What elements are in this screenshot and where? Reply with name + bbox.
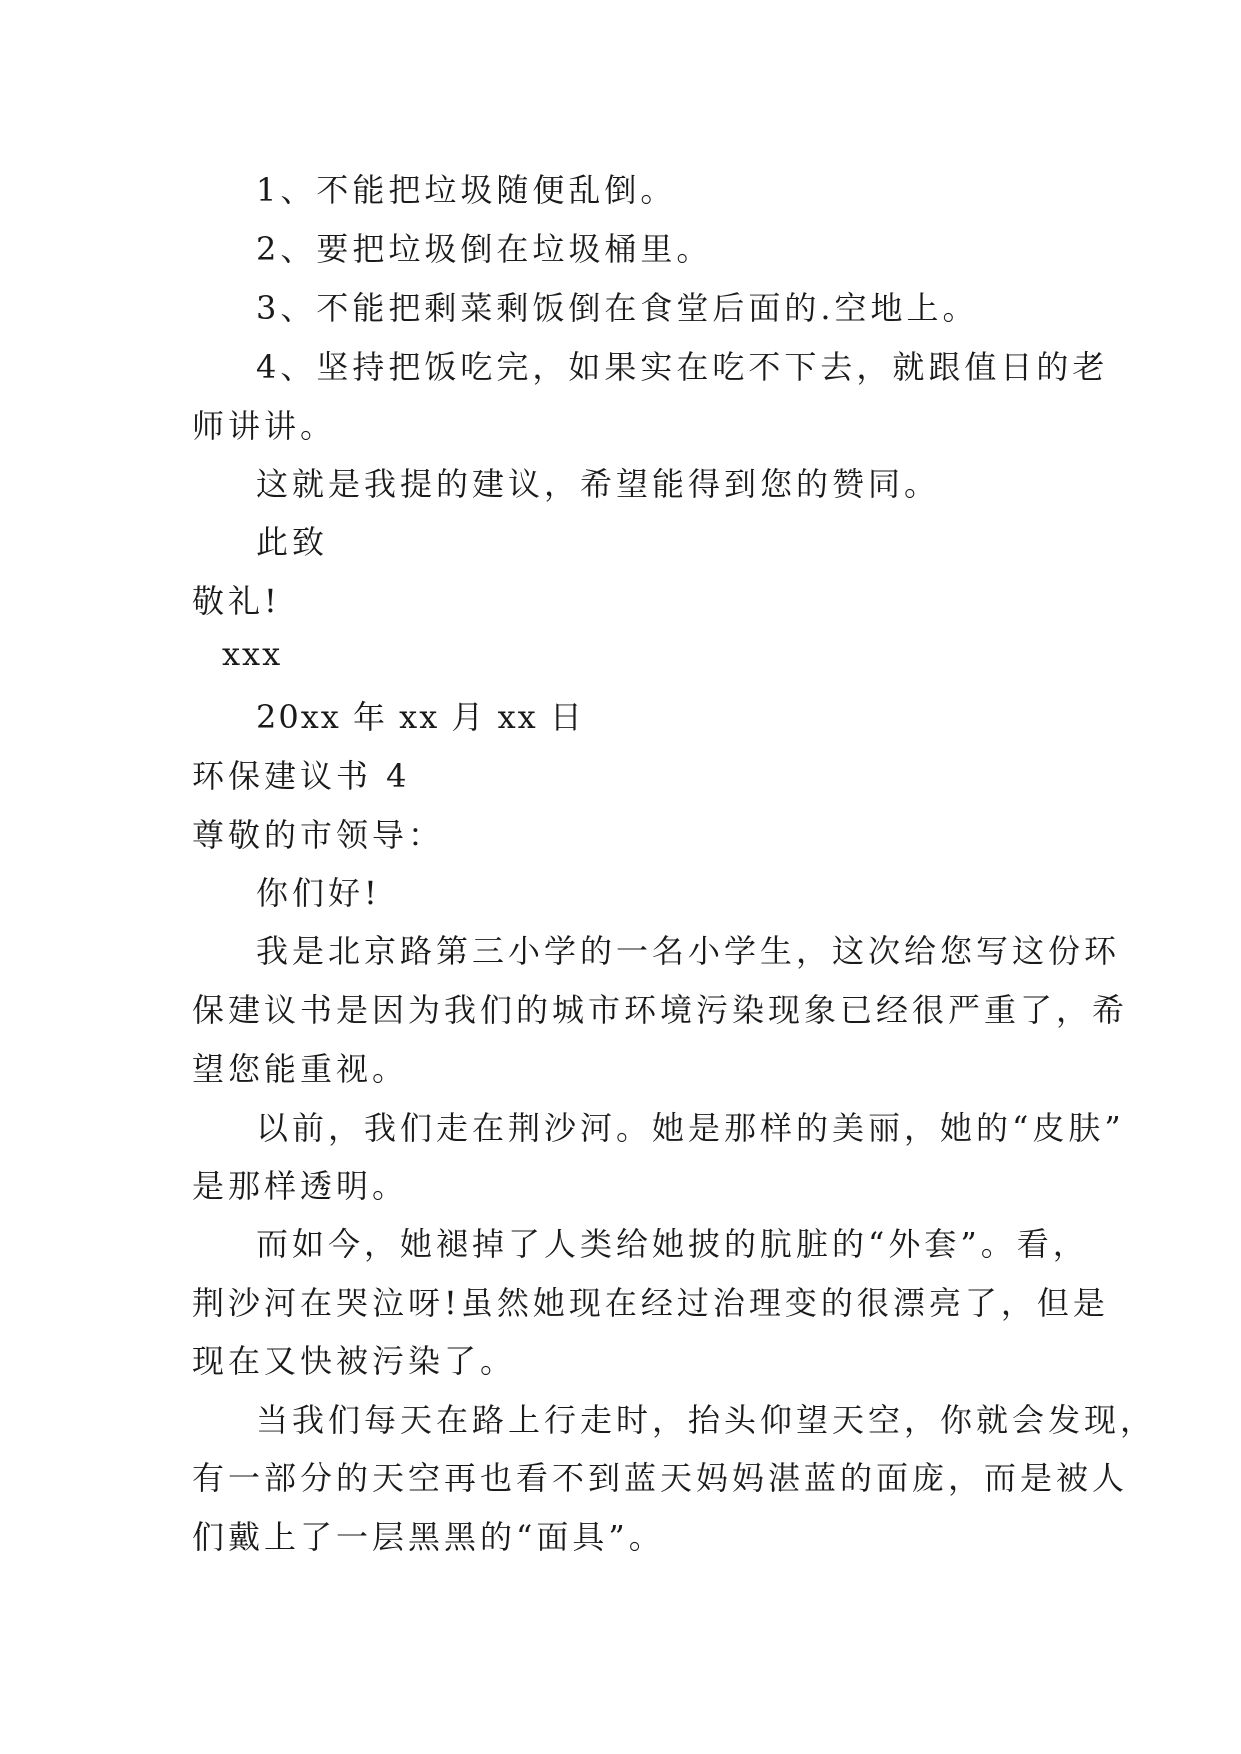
signature: xxx [222,635,283,673]
paragraph-2-line-1: 以前，我们走在荆沙河。她是那样的美丽，她的“皮肤” [256,1109,1125,1147]
paragraph-1-line-1: 我是北京路第三小学的一名小学生，这次给您写这份环 [256,932,1121,970]
paragraph-1-line-2: 保建议书是因为我们的城市环境污染现象已经很严重了，希 [192,991,1129,1029]
paragraph-4-line-1: 当我们每天在路上行走时，抬头仰望天空，你就会发现， [256,1401,1157,1439]
closing-jing-li: 敬礼! [192,582,281,620]
salutation: 尊敬的市领导： [192,816,445,854]
section-title: 环保建议书 4 [192,757,411,795]
paragraph-1-line-3: 望您能重视。 [192,1050,409,1088]
paragraph-3-line-3: 现在又快被污染了。 [192,1342,517,1380]
list-item-4-line-2: 师讲讲。 [192,407,337,445]
list-item-4-line-1: 4、坚持把饭吃完，如果实在吃不下去，就跟值日的老 [256,348,1109,386]
list-item-1: 1、不能把垃圾随便乱倒。 [256,171,677,209]
paragraph-3-line-2: 荆沙河在哭泣呀!虽然她现在经过治理变的很漂亮了，但是 [192,1284,1109,1322]
paragraph-2-line-2: 是那样透明。 [192,1167,409,1205]
paragraph-4-line-2: 有一部分的天空再也看不到蓝天妈妈湛蓝的面庞，而是被人 [192,1459,1129,1497]
closing-ci-zhi: 此致 [256,523,329,561]
greeting: 你们好! [256,874,381,912]
list-item-2: 2、要把垃圾倒在垃圾桶里。 [256,230,713,268]
suggestion-sentence: 这就是我提的建议，希望能得到您的赞同。 [256,465,941,503]
date-line: 20xx 年 xx 月 xx 日 [256,698,584,736]
paragraph-4-line-3: 们戴上了一层黑黑的“面具”。 [192,1518,665,1556]
paragraph-3-line-1: 而如今，她褪掉了人类给她披的肮脏的“外套”。看， [256,1225,1089,1263]
list-item-3: 3、不能把剩菜剩饭倒在食堂后面的.空地上。 [256,289,979,327]
